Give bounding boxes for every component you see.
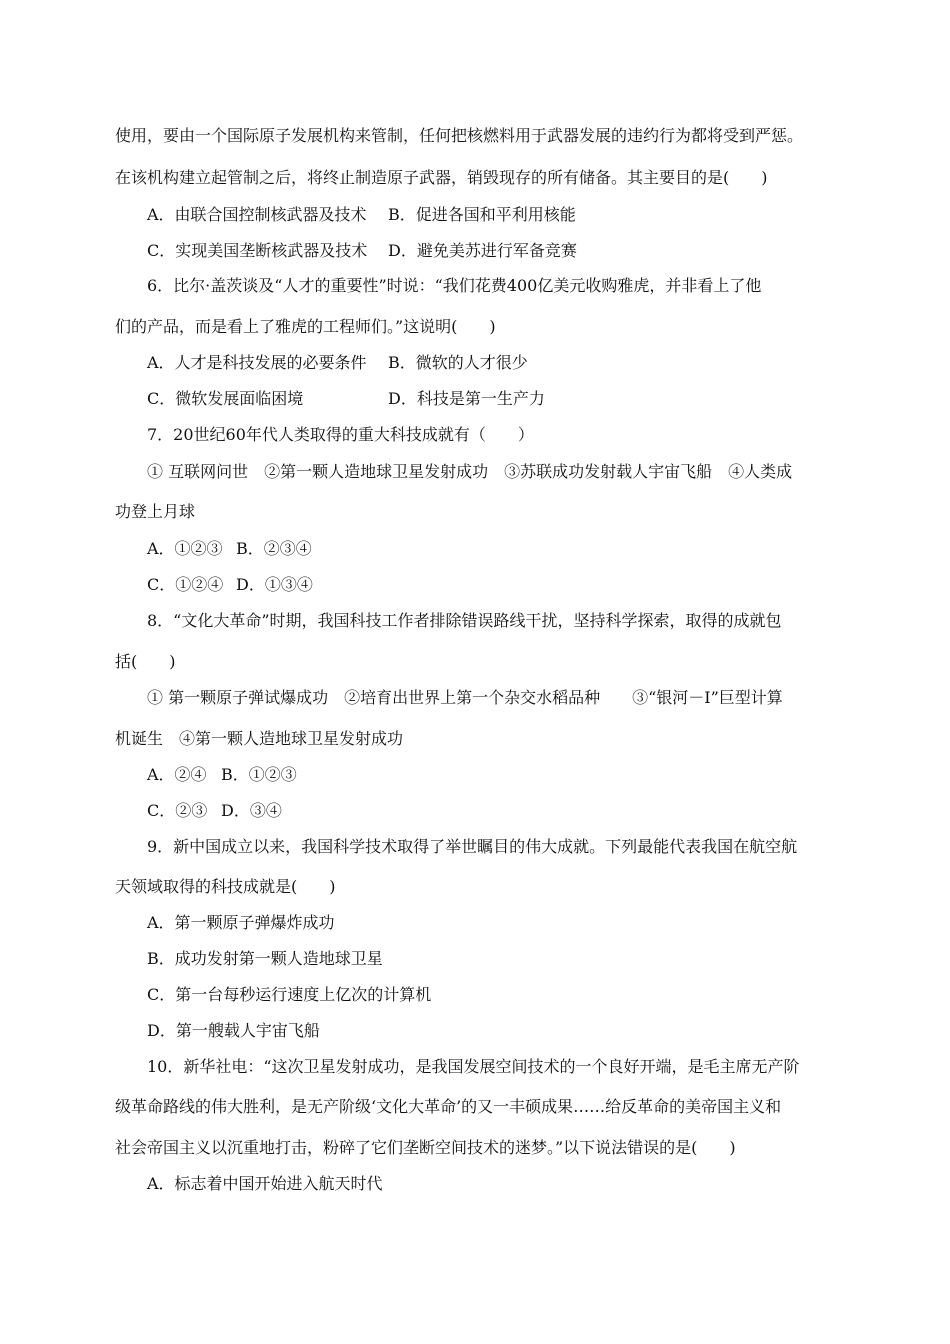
q7-option-b: B．②③④	[236, 539, 312, 558]
q9-option-a: A．第一颗原子弹爆炸成功	[147, 913, 335, 932]
q9-option-d: D．第一艘载人宇宙飞船	[147, 1021, 320, 1040]
q9-stem-line-2: 天领域取得的科技成就是( )	[115, 877, 336, 896]
q8-items-line-2: 机诞生 ④第一颗人造地球卫星发射成功	[115, 729, 404, 748]
q5-option-a: A．由联合国控制核武器及技术	[147, 205, 367, 224]
q9-option-c: C．第一台每秒运行速度上亿次的计算机	[147, 985, 432, 1004]
q5-stem-line-1: 使用，要由一个国际原子发展机构来管制，任何把核燃料用于武器发展的违约行为都将受到严惩。	[115, 126, 804, 145]
q10-option-a: A．标志着中国开始进入航天时代	[147, 1174, 383, 1193]
q7-items-line-1: ① 互联网问世 ②第一颗人造地球卫星发射成功 ③苏联成功发射载人宇宙飞船 ④人类成	[147, 462, 793, 481]
q6-stem-line-2: 们的产品，而是看上了雅虎的工程师们。”这说明( )	[115, 317, 496, 336]
q10-stem-line-2: 级革命路线的伟大胜利，是无产阶级‘文化大革命’的又一丰硕成果……给反革命的美帝国主义和	[115, 1097, 782, 1116]
q8-items-line-1: ① 第一颗原子弹试爆成功 ②培育出世界上第一个杂交水稻品种 ③“银河－I”巨型计算	[147, 688, 783, 707]
q5-option-c: C．实现美国垄断核武器及技术	[147, 241, 368, 260]
q7-option-a: A．①②③	[147, 539, 223, 558]
q5-stem-line-2: 在该机构建立起管制之后，将终止制造原子武器，销毁现存的所有储备。其主要目的是( )	[115, 168, 768, 187]
q8-option-b: B．①②③	[221, 765, 297, 784]
q8-stem-line-2: 括( )	[115, 652, 176, 671]
q9-option-b: B．成功发射第一颗人造地球卫星	[147, 949, 383, 968]
q8-stem-line-1: 8．“文化大革命”时期，我国科技工作者排除错误路线干扰，坚持科学探索，取得的成就包	[147, 611, 782, 630]
q6-option-b: B．微软的人才很少	[388, 353, 528, 372]
q10-stem-line-1: 10．新华社电：“这次卫星发射成功，是我国发展空间技术的一个良好开端，是毛主席无产阶	[147, 1057, 800, 1076]
q9-stem-line-1: 9．新中国成立以来，我国科学技术取得了举世瞩目的伟大成就。下列最能代表我国在航空航	[147, 837, 798, 856]
q7-stem: 7．20世纪60年代人类取得的重大科技成就有（ ）	[147, 425, 534, 444]
q8-option-c: C．②③	[147, 801, 208, 820]
q6-option-d: D．科技是第一生产力	[388, 389, 545, 408]
q7-items-line-2: 功登上月球	[115, 502, 196, 521]
q7-option-c: C．①②④	[147, 575, 224, 594]
q5-option-b: B．促进各国和平利用核能	[388, 205, 576, 224]
q10-stem-line-3: 社会帝国主义以沉重地打击，粉碎了它们垄断空间技术的迷梦。”以下说法错误的是( )	[115, 1138, 736, 1157]
q8-option-a: A．②④	[147, 765, 207, 784]
q6-option-a: A．人才是科技发展的必要条件	[147, 353, 367, 372]
q6-stem-line-1: 6．比尔·盖茨谈及“人才的重要性”时说：“我们花费400亿美元收购雅虎，并非看上了他	[147, 276, 762, 295]
q8-option-d: D．③④	[221, 801, 282, 820]
q7-option-d: D．①③④	[236, 575, 313, 594]
q6-option-c: C．微软发展面临困境	[147, 389, 304, 408]
q5-option-d: D．避免美苏进行军备竞赛	[388, 241, 577, 260]
